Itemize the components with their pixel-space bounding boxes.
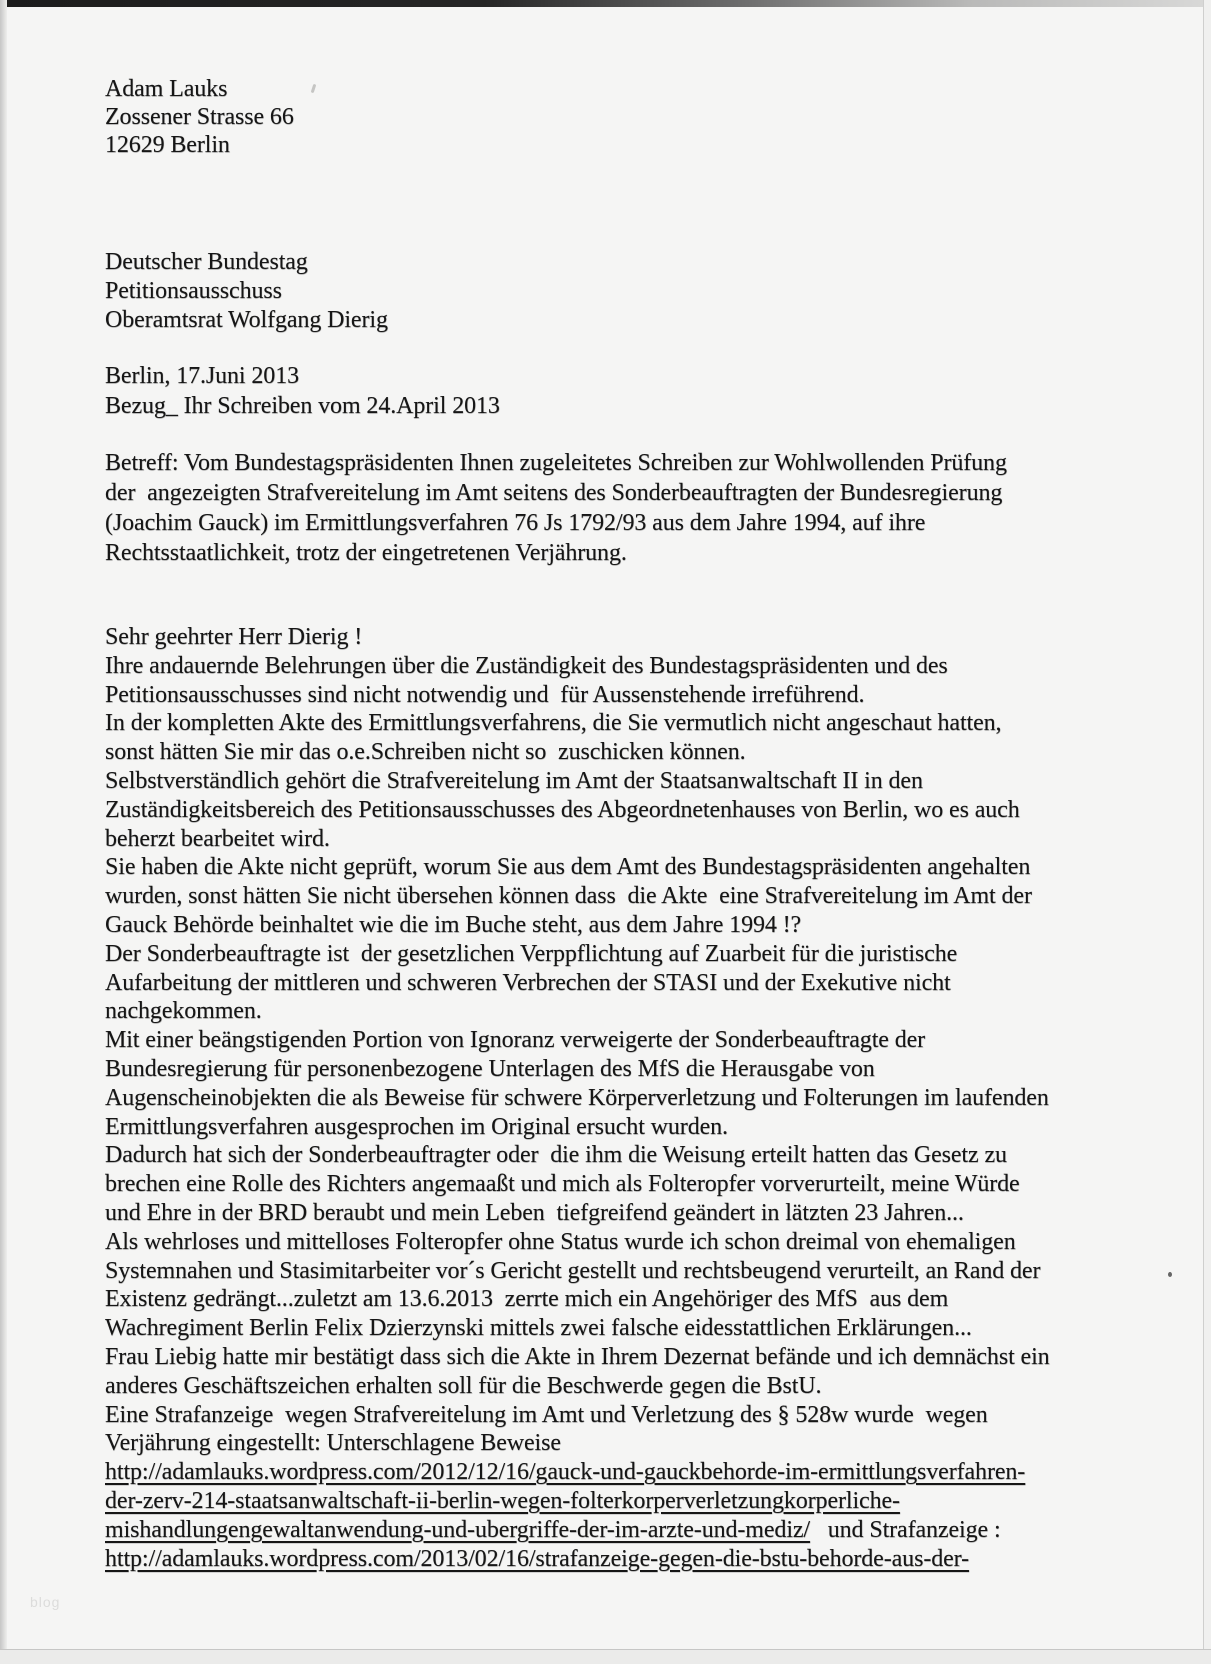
text-segment: beherzt bearbeitet wird. xyxy=(105,825,330,852)
letter-line xyxy=(105,652,1050,681)
letter-line xyxy=(105,623,1050,652)
text-segment: wurden, sonst hätten Sie nicht übersehen können dass die Akte eine Strafvereitelung im Amt der xyxy=(105,883,1032,910)
url-text: http://adamlauks.wordpress.com/2013/02/16/strafanzeige-gegen-die-bstu-behorde-aus-der- xyxy=(105,1545,969,1572)
subject-block xyxy=(105,448,1007,568)
text-segment: Ihre andauernde Belehrungen über die Zuständigkeit des Bundestagspräsidenten und des xyxy=(105,652,948,679)
letter-line xyxy=(105,1257,1050,1286)
letter-line xyxy=(105,1199,1050,1228)
letter-line xyxy=(105,248,388,277)
letter-line xyxy=(105,882,1050,911)
text-segment: Zossener Strasse 66 xyxy=(105,104,294,130)
letter-line xyxy=(105,306,388,335)
letter-line xyxy=(105,508,1007,538)
text-segment: Augenscheinobjekten die als Beweise für schwere Körperverletzung und Folterungen im laufenden xyxy=(105,1084,1049,1111)
text-segment: Oberamtsrat Wolfgang Dierig xyxy=(105,307,388,333)
letter-line xyxy=(105,825,1050,854)
text-segment: Rechtsstaatlichkeit, trotz der eingetretenen Verjährung. xyxy=(105,540,627,566)
letter-line xyxy=(105,1170,1050,1199)
letter-line xyxy=(105,738,1050,767)
letter-line-url xyxy=(105,1545,1050,1574)
letter-line-url xyxy=(105,1487,1050,1516)
text-segment: Bundesregierung für personenbezogene Unterlagen des MfS die Herausgabe von xyxy=(105,1055,875,1082)
letter-line xyxy=(105,1113,1050,1142)
text-segment: Mit einer beängstigenden Portion von Ignoranz verweigerte der Sonderbeauftragte der xyxy=(105,1027,926,1054)
text-segment: Gauck Behörde beinhaltet wie die im Buche steht, aus dem Jahre 1994 !? xyxy=(105,911,802,938)
text-segment: Betreff: Vom Bundestagspräsidenten Ihnen zugeleitetes Schreiben zur Wohlwollenden Prüfung xyxy=(105,450,1007,476)
letter-line xyxy=(105,277,388,306)
text-segment: Eine Strafanzeige wegen Strafvereitelung im Amt und Verletzung des § 528w wurde wegen xyxy=(105,1401,988,1428)
text-segment: Berlin, 17.Juni 2013 xyxy=(105,363,299,389)
text-segment: 12629 Berlin xyxy=(105,132,230,158)
letter-line xyxy=(105,361,500,391)
text-segment: Bezug_ Ihr Schreiben vom 24.April 2013 xyxy=(105,393,500,419)
letter-line xyxy=(105,911,1050,940)
letter-line xyxy=(105,709,1050,738)
url-text: der-zerv-214-staatsanwaltschaft-ii-berlin-wegen-folterkorperverletzungkorperliche- xyxy=(105,1487,900,1514)
scan-top-edge xyxy=(0,0,1211,7)
watermark-text: blog xyxy=(30,1594,61,1610)
letter-line xyxy=(105,997,1050,1026)
letter-line xyxy=(105,391,500,421)
letter-line xyxy=(105,1141,1050,1170)
scan-artifact-tick xyxy=(311,84,317,93)
text-segment: nachgekommen. xyxy=(105,998,262,1025)
text-segment: Zuständigkeitsbereich des Petitionsausschusses des Abgeordnetenhauses von Berlin, wo es auch xyxy=(105,796,1020,823)
text-segment: Wachregiment Berlin Felix Dzierzynski mittels zwei falsche eidesstattlichen Erklärungen... xyxy=(105,1315,972,1342)
text-segment: brechen eine Rolle des Richters angemaaßt und mich als Folteropfer vorverurteilt, meine Würde xyxy=(105,1171,1020,1198)
text-segment: Adam Lauks xyxy=(105,76,228,102)
letter-line xyxy=(105,1055,1050,1084)
text-segment: Sie haben die Akte nicht geprüft, worum Sie aus dem Amt des Bundestagspräsidenten angehalten xyxy=(105,854,1031,881)
text-segment: Frau Liebig hatte mir bestätigt dass sich die Akte in Ihrem Dezernat befände und ich demnächst ein xyxy=(105,1343,1050,1370)
text-segment: In der kompletten Akte des Ermittlungsverfahrens, die Sie vermutlich nicht angeschaut hatten, xyxy=(105,710,1002,737)
text-segment: Sehr geehrter Herr Dierig ! xyxy=(105,624,363,650)
letter-line xyxy=(105,1314,1050,1343)
letter-line xyxy=(105,1372,1050,1401)
text-segment: und Ehre in der BRD beraubt und mein Leben tiefgreifend geändert in lätzten 23 Jahren... xyxy=(105,1199,964,1226)
letter-body xyxy=(105,623,1050,1573)
letter-line xyxy=(105,1401,1050,1430)
text-segment: Als wehrloses und mittelloses Folteropfer ohne Status wurde ich schon dreimal von ehemaligen xyxy=(105,1228,1016,1255)
url-text: http://adamlauks.wordpress.com/2012/12/16/gauck-und-gauckbehorde-im-ermittlungsverfahren- xyxy=(105,1459,1026,1486)
text-segment: Existenz gedrängt...zuletzt am 13.6.2013 zerrte mich ein Angehöriger des MfS aus dem xyxy=(105,1286,949,1313)
scan-artifact-dot xyxy=(1168,1272,1172,1277)
text-segment: Selbstverständlich gehört die Strafvereitelung im Amt der Staatsanwaltschaft II in den xyxy=(105,767,923,794)
letter-line xyxy=(105,103,294,131)
text-segment: Ermittlungsverfahren ausgesprochen im Original ersucht wurden. xyxy=(105,1113,728,1140)
letter-line-url xyxy=(105,1458,1050,1487)
letter-line xyxy=(105,796,1050,825)
letter-line xyxy=(105,448,1007,478)
text-segment: sonst hätten Sie mir das o.e.Schreiben nicht so zuschicken können. xyxy=(105,739,746,766)
letter-line xyxy=(105,681,1050,710)
url-text: mishandlungengewaltanwendung-und-ubergriffe-der-im-arzte-und-mediz/ xyxy=(105,1516,811,1543)
letter-line xyxy=(105,131,294,159)
text-segment: Verjährung eingestellt: Unterschlagene Beweise xyxy=(105,1430,561,1457)
sender-address-block xyxy=(105,75,294,159)
letter-line xyxy=(105,538,1007,568)
date-reference-block xyxy=(105,361,500,421)
letter-line xyxy=(105,767,1050,796)
text-segment: Dadurch hat sich der Sonderbeauftragter oder die ihm die Weisung erteilt hatten das Gesetz zu xyxy=(105,1142,1007,1169)
text-segment: Petitionsausschuss xyxy=(105,278,282,304)
scan-bottom-edge xyxy=(0,1649,1211,1664)
text-segment: anderes Geschäftszeichen erhalten soll für die Beschwerde gegen die BstU. xyxy=(105,1372,822,1399)
text-segment: Der Sonderbeauftragte ist der gesetzlichen Verppflichtung auf Zuarbeit für die juristische xyxy=(105,940,958,967)
letter-line xyxy=(105,1026,1050,1055)
letter-line xyxy=(105,75,294,103)
scan-left-edge xyxy=(0,0,7,1664)
letter-line xyxy=(105,1343,1050,1372)
letter-line xyxy=(105,969,1050,998)
letter-line xyxy=(105,478,1007,508)
letter-line-url xyxy=(105,1516,1050,1545)
text-segment: Systemnahen und Stasimitarbeiter vor´s Gericht gestellt und rechtsbeugend verurteilt, an Rand der xyxy=(105,1257,1041,1284)
text-segment: Aufarbeitung der mittleren und schweren Verbrechen der STASI und der Exekutive nicht xyxy=(105,969,951,996)
letter-line xyxy=(105,1228,1050,1257)
recipient-address-block xyxy=(105,248,388,335)
letter-line xyxy=(105,1429,1050,1458)
text-segment: Deutscher Bundestag xyxy=(105,249,308,275)
letter-line xyxy=(105,1285,1050,1314)
text-segment: (Joachim Gauck) im Ermittlungsverfahren 76 Js 1792/93 aus dem Jahre 1994, auf ihre xyxy=(105,510,926,536)
scan-right-edge xyxy=(1203,0,1211,1664)
letter-line xyxy=(105,1084,1050,1113)
text-segment: und Strafanzeige : xyxy=(810,1516,1001,1543)
letter-line xyxy=(105,853,1050,882)
text-segment: Petitionsausschusses sind nicht notwendig und für Aussenstehende irreführend. xyxy=(105,681,865,708)
letter-line xyxy=(105,940,1050,969)
text-segment: der angezeigten Strafvereitelung im Amt seitens des Sonderbeauftragten der Bundesregierung xyxy=(105,480,1003,506)
